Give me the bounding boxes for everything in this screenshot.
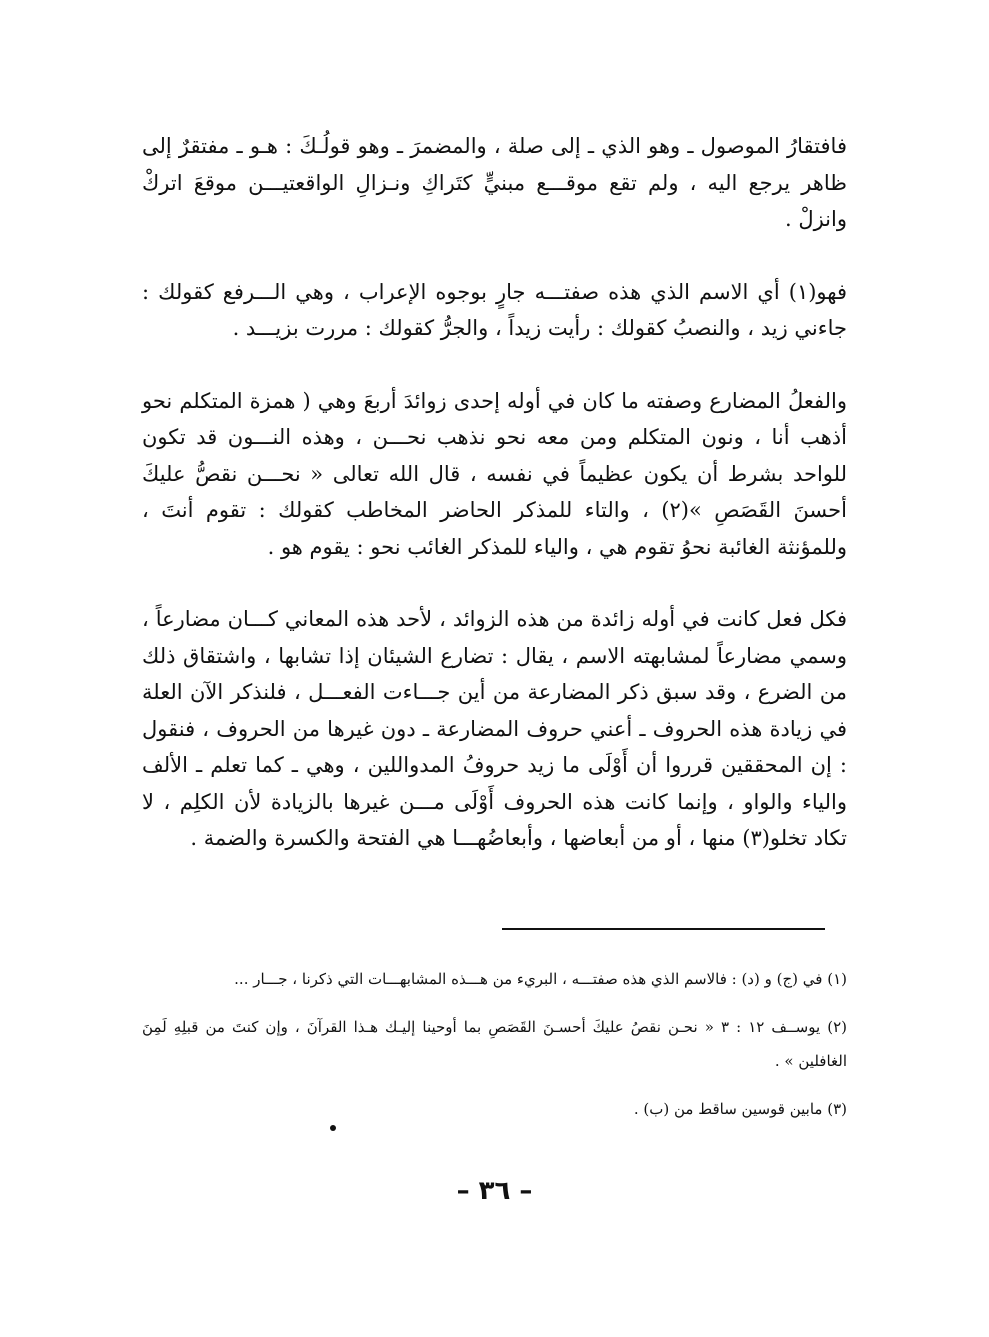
footnote-2: (٢) يوســف ١٢ : ٣ « نحـن نقصُ عليكَ أحسـنَ القَصَصِ بما أوحينا إليـك هـذا القرآنَ ، وإن كنتَ من قبلِهِ لَمِنَ الغافلين » .	[142, 1018, 847, 1070]
ink-speck	[330, 1125, 336, 1131]
footnote-3: (٣) مابين قوسين ساقط من (ب) .	[633, 1100, 847, 1118]
paragraph-1: فافتقارُ الموصول ـ وهو الذي ـ إلى صلة ، والمضمرَ ـ وهو قولُـكَ : هـو ـ مفتقرٌ إلى ظاهر يرجع اليه ، ولم تقع موقـــع مبنيٍّ كتَراكِ ونـزالِ الواقعتيـــن موقعَ اتركْ وانزلْ .	[142, 134, 847, 231]
footnotes	[142, 962, 847, 1140]
paragraph-2: فهو(١) أي الاسم الذي هذه صفتـــه جارٍ بوجوه الإعراب ، وهي الـــرفع كقولك : جاءني زيد ، والنصبُ كقولك : رأيت زيداً ، والجرُّ كقولك : مررت بزيـــد .	[142, 279, 847, 340]
footnote-1: (١) في (ج) و (د) : فالاسم الذي هذه صفتـــه ، البريء من هـــذه المشابهـــات التي ذكرنا ، جـــار ...	[234, 970, 847, 988]
page-number: – ٣٦ –	[456, 1176, 533, 1206]
footnote-divider	[502, 928, 825, 930]
paragraph-3: والفعلُ المضارع وصفته ما كان في أوله إحدى زوائدَ أربعَ وهي ( همزة المتكلم نحو أذهب أنا ، ونون المتكلم ومن معه نحو نذهب نحـــن ، وهذه النـــون قد تكون للواحد بشرط أن يكون عظيماً في نفسه ، قال الله تعالى « نحـــن نقصُّ عليكَ أحسنَ القَصَصِ »(٢) ، والتاء للمذكر الحاضر المخاطب كقولك : تقوم أنتَ ، وللمؤنثة الغائبة نحوُ تقوم هي ، والياء للمذكر الغائب نحو : يقوم هو .	[142, 388, 847, 559]
main-text	[142, 128, 847, 893]
paragraph-4: فكل فعل كانت في أوله زائدة من هذه الزوائد ، لأحد هذه المعاني كـــان مضارعاً ، وسمي مضارعاً لمشابهته الاسم ، يقال : تضارع الشيئان إذا تشابها ، واشتقاق ذلك من الضرع ، وقد سبق ذكر المضارعة من أين جـــاءت الفعـــل ، فلنذكر الآن العلة في زيادة هذه الحروف ـ أعني حروف المضارعة ـ دون غيرها من الحروف ، فنقول : إن المحققين قرروا أن أَوْلَى ما زيد حروفُ المدواللين ، وهي ـ كما تعلم ـ الألف والياء والواو ، وإنما كانت هذه الحروف أَوْلَى مـــن غيرها بالزيادة لأن الكلِم ، لا تكاد تخلو(٣) منها ، أو من أبعاضها ، وأبعاضُهـــا هي الفتحة والكسرة والضمة .	[142, 607, 847, 850]
